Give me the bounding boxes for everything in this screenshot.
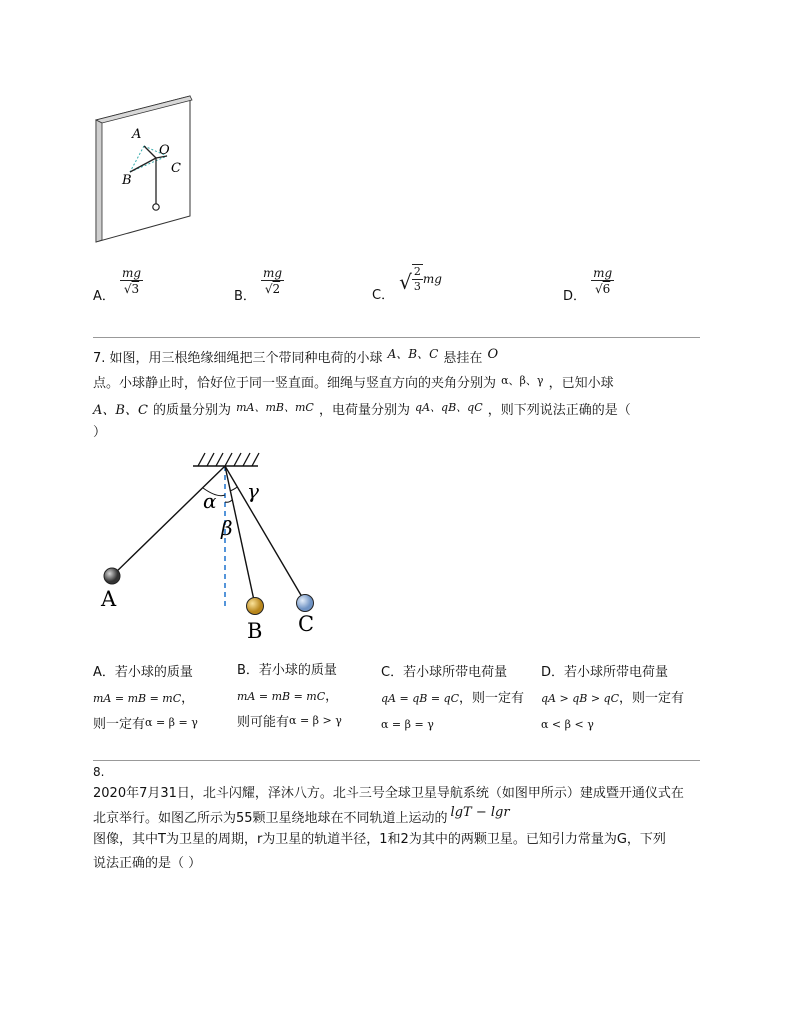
q7-line2-angles: α、β、γ (501, 374, 544, 387)
q7-line3-text-c: ，则下列说法正确的是（ (487, 403, 631, 418)
q6-option-c[interactable] (372, 264, 442, 303)
q7-option-a-cond: mA = mB = mC (93, 692, 182, 705)
q7-pendulum-figure (95, 448, 330, 643)
q7-option-b[interactable] (237, 659, 342, 735)
q7-line3-charges: qA、qB、qC (415, 401, 483, 414)
q8-line-4: 说法正确的是（ ） (93, 856, 202, 871)
q7-line2-text-b: ，已知小球 (548, 376, 614, 391)
q6-option-d-den: √6 (594, 282, 611, 296)
q6-option-c-letter: C． (372, 288, 395, 303)
q7-line3-masses: mA、mB、mC (236, 401, 314, 414)
q6-option-c-suffix: mg (422, 272, 442, 286)
q6-option-b-rad: 2 (272, 282, 281, 296)
q7-option-d-cond: qA > qB > qC (541, 692, 619, 705)
q7-option-b-result: α = β > γ (289, 714, 342, 727)
fig6-label-C: C (171, 161, 181, 176)
q8-line2-math: lgT − lgr (450, 805, 510, 820)
fig6-label-A: A (132, 127, 142, 142)
q6-option-d-rad: 6 (602, 282, 611, 296)
q7-option-b-comma: ， (325, 689, 339, 704)
q7-option-b-cond: mA = mB = mC (237, 690, 326, 703)
q6-option-a-den: √3 (123, 282, 140, 296)
q7-ball-B (247, 598, 264, 615)
q6-wall-figure (92, 92, 197, 247)
q7-option-c-lead: ，则一定有 (459, 691, 525, 706)
q6-option-d-math (591, 266, 614, 297)
q6-option-d-num: mg (593, 266, 613, 280)
q7-option-b-lead: 则可能有 (237, 715, 290, 730)
q8-line-1: 2020年7月31日，北斗闪耀，泽沐八方。北斗三号全球卫星导航系统（如图甲所示）建成暨开通仪式在 (93, 786, 684, 801)
q7-option-c-cond: qA = qB = qC (381, 692, 459, 705)
divider-q7-q8 (93, 760, 700, 761)
q8-line2-text: 北京举行。如图乙所示为55颗卫星绕地球在不同轨道上运动的 (93, 811, 448, 826)
q6-option-d[interactable] (563, 266, 614, 304)
q6-option-a-rad: 3 (131, 282, 140, 296)
fig6-label-O: O (159, 143, 170, 158)
q7-line-4: ） (93, 425, 107, 440)
q7-line1-balls: A、B、C (387, 347, 439, 361)
q7-line-1 (93, 345, 498, 366)
q7-line3-text-b: ，电荷量分别为 (318, 403, 410, 418)
q6-option-a[interactable] (93, 266, 143, 304)
q7-fig-label-C: C (298, 612, 315, 636)
q7-line1-text-b: 悬挂在 (443, 351, 483, 366)
q6-option-a-letter: A． (93, 289, 115, 304)
q7-option-c-result: α = β = γ (381, 718, 434, 731)
q7-ball-C (297, 595, 314, 612)
q7-ball-A (104, 568, 120, 584)
q7-line2-text: 点。小球静止时，恰好位于同一竖直面。细绳与竖直方向的夹角分别为 (93, 376, 497, 391)
q7-option-c[interactable] (381, 661, 524, 737)
q7-fig-alpha: α (203, 489, 217, 513)
q6-option-c-den: 3 (413, 280, 421, 293)
q7-line1-text: 7. 如图，用三根绝缘细绳把三个带同种电荷的小球 (93, 351, 383, 366)
q7-fig-gamma: γ (247, 479, 259, 503)
fig6-label-B: B (122, 173, 132, 188)
q7-fig-label-B: B (247, 619, 263, 643)
q7-option-b-line1: B．若小球的质量 (237, 663, 337, 678)
divider-q6-q7 (93, 337, 700, 338)
q7-option-d-result: α < β < γ (541, 718, 594, 731)
q7-line3-balls: A、B、C (93, 403, 148, 418)
q6-option-b-den: √2 (264, 282, 281, 296)
q6-option-c-math (412, 264, 423, 293)
q7-option-a-line1: A．若小球的质量 (93, 665, 193, 680)
q7-option-c-line1: C．若小球所带电荷量 (381, 665, 508, 680)
q7-option-a-result: α = β = γ (145, 716, 198, 729)
q7-line-3 (93, 399, 631, 418)
q7-option-a[interactable] (93, 661, 198, 737)
q7-option-a-lead: 则一定有 (93, 717, 146, 732)
q8-line-2 (93, 805, 510, 826)
q7-line1-O: O (487, 347, 499, 362)
q7-option-d[interactable] (541, 661, 684, 737)
q6-option-a-math (120, 266, 143, 297)
q7-option-d-line1: D．若小球所带电荷量 (541, 665, 669, 680)
q7-fig-label-A: A (101, 587, 117, 611)
q6-option-c-root: √ (399, 270, 412, 294)
q6-option-b-math (261, 266, 284, 297)
q6-option-d-letter: D． (563, 289, 587, 304)
q6-option-b[interactable] (234, 266, 284, 304)
q7-fig-beta: β (221, 516, 233, 540)
q6-option-b-letter: B． (234, 289, 256, 304)
q7-line3-text: 的质量分别为 (152, 403, 231, 418)
q7-option-d-lead: ，则一定有 (619, 691, 685, 706)
q6-option-b-num: mg (263, 266, 283, 280)
q6-option-a-num: mg (122, 266, 142, 280)
q7-option-a-comma: ， (181, 691, 195, 706)
q8-line-3: 图像，其中T为卫星的周期，r为卫星的轨道半径，1和2为其中的两颗卫星。已知引力常量为G，下列 (93, 832, 666, 847)
q6-option-c-num: 2 (413, 265, 421, 278)
q7-line-2 (93, 372, 614, 391)
q8-number: 8. (93, 765, 105, 779)
